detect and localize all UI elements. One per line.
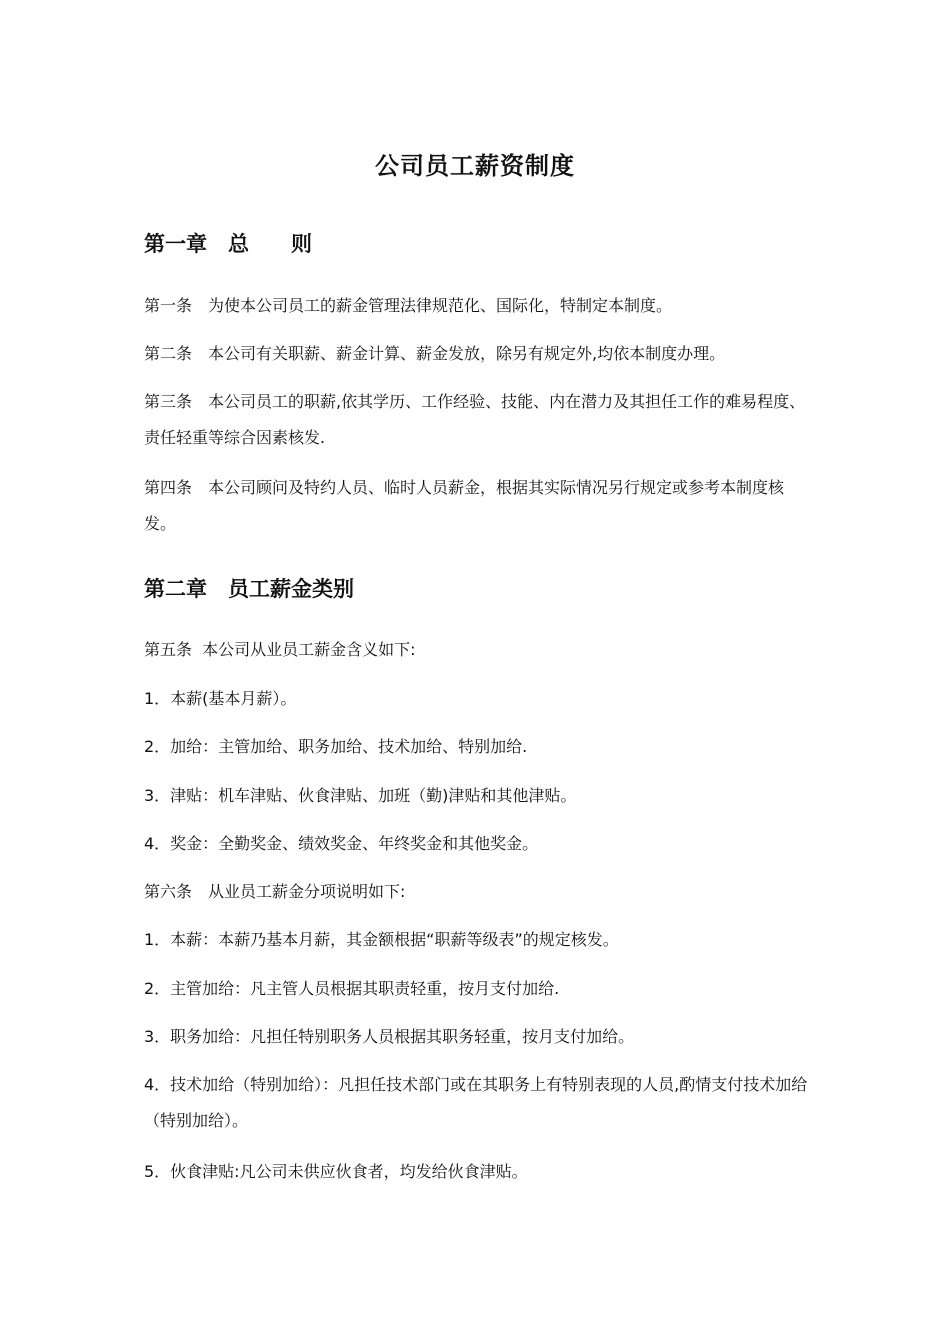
article-6-item-3: 3．职务加给：凡担任特别职务人员根据其职务轻重，按月支付加给。 (144, 1027, 635, 1046)
article-5-item-4: 4．奖金：全勤奖金、绩效奖金、年终奖金和其他奖金。 (144, 834, 539, 853)
article-5-item-1: 1．本薪(基本月薪）。 (144, 689, 297, 708)
article-6-item-2: 2．主管加给：凡主管人员根据其职责轻重，按月支付加给. (144, 979, 560, 998)
article-3: 第三条 本公司员工的职薪,依其学历、工作经验、技能、内在潜力及其担任工作的难易程度、责任轻重等综合因素核发. (144, 392, 806, 447)
article-4: 第四条 本公司顾问及特约人员、临时人员薪金，根据其实际情况另行规定或参考本制度核发。 (144, 478, 785, 533)
article-1: 第一条 为使本公司员工的薪金管理法律规范化、国际化，特制定本制度。 (144, 296, 673, 315)
article-5-item-3: 3．津贴：机车津贴、伙食津贴、加班（勤)津贴和其他津贴。 (144, 786, 577, 805)
chapter-heading-1: 第一章 总 则 (144, 232, 312, 256)
article-6-item-4: 4．技术加给（特别加给）：凡担任技术部门或在其职务上有特别表现的人员,酌情支付技术加给（特别加给）。 (144, 1075, 808, 1130)
chapter-heading-2: 第二章 员工薪金类别 (144, 577, 354, 601)
article-2: 第二条 本公司有关职薪、薪金计算、薪金发放，除另有规定外,均依本制度办理。 (144, 344, 726, 363)
document-title: 公司员工薪资制度 (375, 152, 575, 180)
article-6-item-1: 1．本薪：本薪乃基本月薪，其金额根据“职薪等级表”的规定核发。 (144, 930, 619, 949)
article-6-item-5: 5．伙食津贴:凡公司未供应伙食者，均发给伙食津贴。 (144, 1162, 528, 1181)
article-5: 第五条 本公司从业员工薪金含义如下: (144, 640, 416, 659)
article-5-item-2: 2．加给：主管加给、职务加给、技术加给、特别加给. (144, 737, 528, 756)
article-6: 第六条 从业员工薪金分项说明如下: (144, 882, 406, 901)
